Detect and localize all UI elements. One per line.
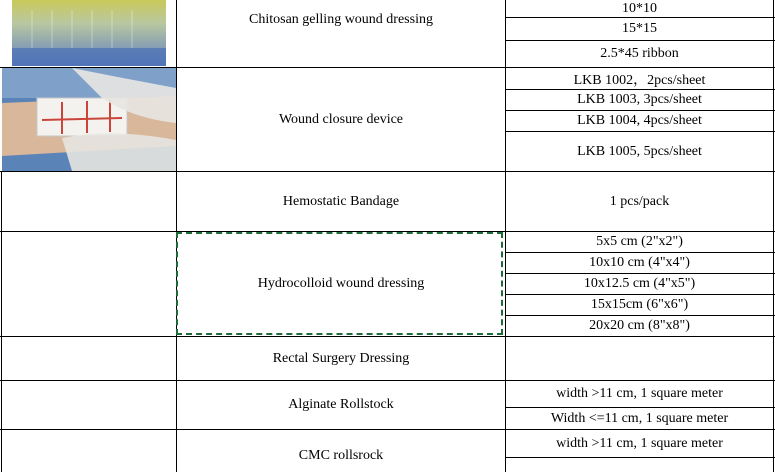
product-name: Wound closure device <box>278 111 404 127</box>
product-name: Alginate Rollstock <box>288 397 394 412</box>
spec-cell: 15x15cm (6"x6") <box>590 297 689 312</box>
spec-cell: LKB 1002，2pcs/sheet <box>573 72 706 88</box>
spec-cell: width >11 cm, 1 square meter <box>556 435 723 451</box>
wound-closure-device-photo <box>2 68 176 171</box>
product-name: Hydrocolloid wound dressing <box>257 276 425 291</box>
spec-cell: LKB 1005, 5pcs/sheet <box>577 143 702 159</box>
spec-cell: 1 pcs/pack <box>609 193 670 209</box>
spec-cell: Width <=11 cm, 1 square meter <box>550 410 729 426</box>
spec-cell: 20x20 cm (8"x8") <box>589 318 690 333</box>
product-name: CMC rollsrock <box>298 448 384 463</box>
chitosan-dressing-photo <box>12 0 166 66</box>
spec-cell: 2.5*45 ribbon <box>600 46 679 61</box>
product-name: Rectal Surgery Dressing <box>272 350 410 366</box>
spec-cell: 10x12.5 cm (4"x5") <box>583 276 696 291</box>
product-name: Chitosan gelling wound dressing <box>249 12 433 27</box>
spec-cell: 15*15 <box>622 21 657 36</box>
spec-cell: LKB 1003, 3pcs/sheet <box>577 92 702 107</box>
spec-cell: 10*10 <box>622 0 657 16</box>
spec-cell: LKB 1004, 4pcs/sheet <box>577 113 702 128</box>
spec-cell: 10x10 cm (4"x4") <box>589 255 690 270</box>
product-name: Hemostatic Bandage <box>282 193 400 209</box>
spec-cell: width >11 cm, 1 square meter <box>556 386 723 401</box>
spec-cell: 5x5 cm (2"x2") <box>596 234 683 249</box>
